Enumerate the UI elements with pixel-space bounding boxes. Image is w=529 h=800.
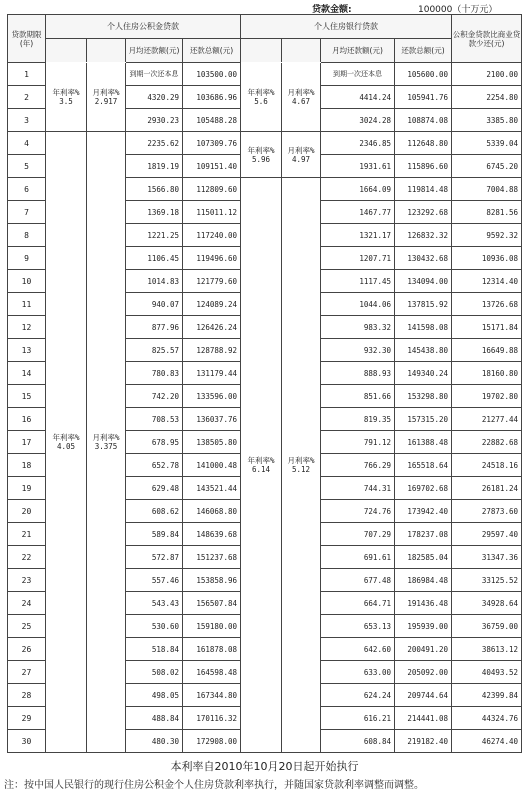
- fund-total-cell: 143521.44: [183, 477, 241, 500]
- bank-monthly-cell: 932.30: [321, 339, 395, 362]
- bank-monthly-cell: 624.24: [321, 684, 395, 707]
- fund-monthly-cell: 480.30: [126, 730, 183, 753]
- header-bank-group: 个人住房银行贷款: [241, 15, 452, 39]
- diff-cell: 27873.60: [452, 500, 522, 523]
- diff-cell: 42399.84: [452, 684, 522, 707]
- bank-annual-rate-label: 年利率%: [247, 456, 275, 465]
- bank-monthly-rate-cell: [282, 63, 321, 132]
- fund-total-cell: 112809.60: [183, 178, 241, 201]
- bank-total-cell: 137815.92: [395, 293, 452, 316]
- term-cell: 4: [8, 132, 46, 155]
- fund-monthly-cell: 780.83: [126, 362, 183, 385]
- term-cell: 29: [8, 707, 46, 730]
- diff-cell: 46274.40: [452, 730, 522, 753]
- bank-monthly-cell: 616.21: [321, 707, 395, 730]
- term-cell: 16: [8, 408, 46, 431]
- bank-monthly-cell: 1467.77: [321, 201, 395, 224]
- effective-date-note: 本利率自2010年10月20日起开始执行: [170, 760, 359, 773]
- bank-total-cell: 219182.40: [395, 730, 452, 753]
- fund-total-cell: 119496.60: [183, 247, 241, 270]
- fund-total-cell: 138505.80: [183, 431, 241, 454]
- fund-total-cell: 131179.44: [183, 362, 241, 385]
- fund-total-cell: 115011.12: [183, 201, 241, 224]
- fund-lump-sum-cell: 到期一次还本息: [126, 63, 183, 86]
- bank-monthly-cell: 744.31: [321, 477, 395, 500]
- term-cell: 27: [8, 661, 46, 684]
- term-cell: 8: [8, 224, 46, 247]
- bank-monthly-cell: 983.32: [321, 316, 395, 339]
- table-row: [8, 132, 522, 155]
- diff-cell: 24518.16: [452, 454, 522, 477]
- fund-monthly-cell: 530.60: [126, 615, 183, 638]
- bank-monthly-cell: 691.61: [321, 546, 395, 569]
- fund-total-cell: 167344.80: [183, 684, 241, 707]
- fund-total-cell: 172908.00: [183, 730, 241, 753]
- diff-cell: 40493.52: [452, 661, 522, 684]
- bank-total-cell: 149340.24: [395, 362, 452, 385]
- bank-total-cell: 182585.04: [395, 546, 452, 569]
- term-cell: 13: [8, 339, 46, 362]
- fund-total-cell: 103500.00: [183, 63, 241, 86]
- bank-monthly-rate-value: 4.97: [291, 154, 311, 164]
- diff-cell: 44324.76: [452, 707, 522, 730]
- diff-cell: 19702.80: [452, 385, 522, 408]
- term-cell: 19: [8, 477, 46, 500]
- fund-monthly-cell: 652.78: [126, 454, 183, 477]
- loan-amount-label: 贷款金额:: [312, 5, 352, 15]
- diff-cell: 26181.24: [452, 477, 522, 500]
- term-cell: 18: [8, 454, 46, 477]
- diff-cell: 9592.32: [452, 224, 522, 247]
- fund-monthly-rate-label: 月利率%: [92, 433, 120, 442]
- bank-monthly-cell: 766.29: [321, 454, 395, 477]
- term-cell: 7: [8, 201, 46, 224]
- diff-cell: 2100.00: [452, 63, 522, 86]
- bank-annual-rate-value: 5.6: [254, 97, 268, 106]
- bank-monthly-cell: 1044.06: [321, 293, 395, 316]
- bank-rate-cell: [241, 178, 282, 753]
- bank-annual-rate-value: 5.96: [251, 154, 271, 164]
- fund-rate-cell: [46, 63, 87, 132]
- bank-monthly-rate-label: 月利率%: [287, 456, 315, 465]
- term-cell: 21: [8, 523, 46, 546]
- fund-annual-rate-label: 年利率%: [52, 433, 80, 442]
- term-cell: 24: [8, 592, 46, 615]
- header-diff: 公积金贷款比商业贷款少还(元): [452, 15, 522, 63]
- bank-monthly-cell: 664.71: [321, 592, 395, 615]
- header-bank-monthly: 月均还款额(元): [321, 39, 395, 63]
- bank-total-cell: 191436.48: [395, 592, 452, 615]
- fund-monthly-cell: 1566.80: [126, 178, 183, 201]
- bank-monthly-cell: 677.48: [321, 569, 395, 592]
- term-cell: 25: [8, 615, 46, 638]
- fund-monthly-cell: 1014.83: [126, 270, 183, 293]
- fund-monthly-cell: 1106.45: [126, 247, 183, 270]
- loan-amount-value: 100000（十万元）: [418, 5, 498, 15]
- fund-monthly-cell: 498.05: [126, 684, 183, 707]
- term-cell: 2: [8, 86, 46, 109]
- header-bank-rate-blank: [241, 39, 282, 63]
- header-fund-monthly: 月均还款额(元): [126, 39, 183, 63]
- bank-total-cell: 214441.08: [395, 707, 452, 730]
- fund-monthly-cell: 572.87: [126, 546, 183, 569]
- table-body: [8, 63, 522, 753]
- fund-rate-cell: [46, 132, 87, 753]
- bank-monthly-cell: 888.93: [321, 362, 395, 385]
- diff-cell: 2254.80: [452, 86, 522, 109]
- bank-total-cell: 209744.64: [395, 684, 452, 707]
- diff-cell: 15171.84: [452, 316, 522, 339]
- bank-monthly-cell: 1207.71: [321, 247, 395, 270]
- fund-total-cell: 161878.08: [183, 638, 241, 661]
- term-cell: 12: [8, 316, 46, 339]
- term-cell: 28: [8, 684, 46, 707]
- bank-monthly-cell: 1931.61: [321, 155, 395, 178]
- bank-monthly-cell: 724.76: [321, 500, 395, 523]
- bank-total-cell: 105600.00: [395, 63, 452, 86]
- bank-lump-sum-cell: 到期一次还本息: [321, 63, 395, 86]
- bank-rate-cell: [241, 63, 282, 132]
- bank-total-cell: 112648.80: [395, 132, 452, 155]
- fund-monthly-cell: 708.53: [126, 408, 183, 431]
- bank-total-cell: 178237.08: [395, 523, 452, 546]
- bank-monthly-cell: 819.35: [321, 408, 395, 431]
- header-fund-total: 还款总额(元): [183, 39, 241, 63]
- bank-total-cell: 134094.00: [395, 270, 452, 293]
- fund-total-cell: 153858.96: [183, 569, 241, 592]
- bank-monthly-cell: 1664.09: [321, 178, 395, 201]
- bank-monthly-cell: 1321.17: [321, 224, 395, 247]
- diff-cell: 3385.80: [452, 109, 522, 132]
- bank-monthly-cell: 707.29: [321, 523, 395, 546]
- diff-cell: 5339.04: [452, 132, 522, 155]
- fund-monthly-cell: 1369.18: [126, 201, 183, 224]
- fund-monthly-cell: 1221.25: [126, 224, 183, 247]
- bank-total-cell: 205092.00: [395, 661, 452, 684]
- fund-monthly-cell: 825.57: [126, 339, 183, 362]
- term-cell: 17: [8, 431, 46, 454]
- bank-monthly-cell: 4414.24: [321, 86, 395, 109]
- diff-cell: 12314.40: [452, 270, 522, 293]
- fund-monthly-rate-value: 2.917: [94, 97, 118, 106]
- fund-annual-rate-value: 3.5: [59, 97, 73, 106]
- bank-monthly-cell: 851.66: [321, 385, 395, 408]
- fund-monthly-cell: 589.84: [126, 523, 183, 546]
- diff-cell: 10936.08: [452, 247, 522, 270]
- fund-annual-rate-value: 4.05: [56, 442, 76, 451]
- header-fund-rate-blank: [87, 39, 126, 63]
- term-cell: 9: [8, 247, 46, 270]
- bank-total-cell: 161388.48: [395, 431, 452, 454]
- bank-monthly-rate-cell: [282, 178, 321, 753]
- fund-monthly-cell: 742.20: [126, 385, 183, 408]
- header-bank-total: 还款总额(元): [395, 39, 452, 63]
- fund-monthly-cell: 543.43: [126, 592, 183, 615]
- fund-monthly-cell: 2235.62: [126, 132, 183, 155]
- fund-annual-rate-label: 年利率%: [52, 88, 80, 97]
- fund-total-cell: 141000.48: [183, 454, 241, 477]
- fund-total-cell: 151237.68: [183, 546, 241, 569]
- bank-rate-cell: [241, 132, 282, 178]
- fund-monthly-cell: 557.46: [126, 569, 183, 592]
- fund-total-cell: 124089.24: [183, 293, 241, 316]
- bank-monthly-cell: 791.12: [321, 431, 395, 454]
- bank-total-cell: 126832.32: [395, 224, 452, 247]
- term-cell: 10: [8, 270, 46, 293]
- fund-monthly-cell: 518.84: [126, 638, 183, 661]
- diff-cell: 38613.12: [452, 638, 522, 661]
- bank-annual-rate-label: 年利率%: [247, 145, 275, 155]
- fund-total-cell: 164598.48: [183, 661, 241, 684]
- bank-monthly-cell: 1117.45: [321, 270, 395, 293]
- fund-total-cell: 121779.60: [183, 270, 241, 293]
- term-cell: 26: [8, 638, 46, 661]
- diff-cell: 36759.00: [452, 615, 522, 638]
- fund-total-cell: 109151.40: [183, 155, 241, 178]
- diff-cell: 13726.68: [452, 293, 522, 316]
- term-cell: 5: [8, 155, 46, 178]
- diff-cell: 8281.56: [452, 201, 522, 224]
- bank-total-cell: 141598.08: [395, 316, 452, 339]
- bank-total-cell: 108874.08: [395, 109, 452, 132]
- footnote: 注：按中国人民银行的现行住房公积金个人住房贷款利率执行，并随国家贷款利率调整而调整。: [4, 780, 424, 791]
- fund-monthly-cell: 678.95: [126, 431, 183, 454]
- fund-monthly-cell: 488.84: [126, 707, 183, 730]
- bank-monthly-cell: 3024.28: [321, 109, 395, 132]
- bank-total-cell: 153298.80: [395, 385, 452, 408]
- fund-total-cell: 136037.76: [183, 408, 241, 431]
- diff-cell: 6745.20: [452, 155, 522, 178]
- diff-cell: 31347.36: [452, 546, 522, 569]
- bank-total-cell: 123292.68: [395, 201, 452, 224]
- bank-monthly-rate-value: 4.67: [291, 97, 311, 106]
- fund-monthly-cell: 2930.23: [126, 109, 183, 132]
- bank-monthly-rate-value: 5.12: [291, 465, 311, 474]
- bank-annual-rate-value: 6.14: [251, 465, 271, 474]
- bank-total-cell: 145438.80: [395, 339, 452, 362]
- fund-total-cell: 126426.24: [183, 316, 241, 339]
- fund-total-cell: 159180.00: [183, 615, 241, 638]
- term-cell: 1: [8, 63, 46, 86]
- bank-total-cell: 200491.20: [395, 638, 452, 661]
- loan-amount-bar: [0, 0, 529, 14]
- fund-monthly-cell: 4320.29: [126, 86, 183, 109]
- bank-total-cell: 105941.76: [395, 86, 452, 109]
- bank-total-cell: 157315.20: [395, 408, 452, 431]
- bank-total-cell: 130432.68: [395, 247, 452, 270]
- loan-comparison-table: [7, 14, 522, 753]
- diff-cell: 18160.80: [452, 362, 522, 385]
- diff-cell: 22882.68: [452, 431, 522, 454]
- fund-total-cell: 103686.96: [183, 86, 241, 109]
- bank-total-cell: 173942.40: [395, 500, 452, 523]
- bank-total-cell: 115896.60: [395, 155, 452, 178]
- bank-total-cell: 119814.48: [395, 178, 452, 201]
- bank-total-cell: 195939.00: [395, 615, 452, 638]
- bank-monthly-cell: 608.84: [321, 730, 395, 753]
- term-cell: 23: [8, 569, 46, 592]
- fund-monthly-cell: 629.48: [126, 477, 183, 500]
- bank-monthly-cell: 642.60: [321, 638, 395, 661]
- fund-total-cell: 128788.92: [183, 339, 241, 362]
- header-fund-rate-blank: [46, 39, 87, 63]
- fund-total-cell: 107309.76: [183, 132, 241, 155]
- fund-monthly-cell: 508.02: [126, 661, 183, 684]
- fund-total-cell: 146068.80: [183, 500, 241, 523]
- bank-monthly-rate-label: 月利率%: [287, 145, 315, 155]
- term-cell: 15: [8, 385, 46, 408]
- fund-total-cell: 170116.32: [183, 707, 241, 730]
- fund-monthly-rate-cell: [87, 132, 126, 753]
- bank-monthly-rate-label: 月利率%: [287, 88, 315, 97]
- term-cell: 22: [8, 546, 46, 569]
- bank-monthly-cell: 653.13: [321, 615, 395, 638]
- fund-total-cell: 133596.00: [183, 385, 241, 408]
- bank-total-cell: 165518.64: [395, 454, 452, 477]
- fund-monthly-rate-value: 3.375: [94, 442, 118, 451]
- bank-monthly-rate-cell: [282, 132, 321, 178]
- fund-monthly-cell: 940.07: [126, 293, 183, 316]
- term-cell: 20: [8, 500, 46, 523]
- bank-annual-rate-label: 年利率%: [247, 88, 275, 97]
- header-term: 贷款期限(年): [8, 15, 46, 63]
- term-cell: 11: [8, 293, 46, 316]
- diff-cell: 33125.52: [452, 569, 522, 592]
- fund-monthly-cell: 1819.19: [126, 155, 183, 178]
- fund-monthly-cell: 877.96: [126, 316, 183, 339]
- bank-total-cell: 186984.48: [395, 569, 452, 592]
- term-cell: 6: [8, 178, 46, 201]
- diff-cell: 16649.88: [452, 339, 522, 362]
- table-row: [8, 63, 522, 86]
- fund-monthly-rate-label: 月利率%: [92, 88, 120, 97]
- bank-monthly-cell: 633.00: [321, 661, 395, 684]
- diff-cell: 29597.40: [452, 523, 522, 546]
- header-bank-rate-blank: [282, 39, 321, 63]
- diff-cell: 7004.88: [452, 178, 522, 201]
- term-cell: 30: [8, 730, 46, 753]
- bank-total-cell: 169702.68: [395, 477, 452, 500]
- fund-total-cell: 156507.84: [183, 592, 241, 615]
- header-fund-group: 个人住房公积金贷款: [46, 15, 241, 39]
- diff-cell: 21277.44: [452, 408, 522, 431]
- fund-monthly-rate-cell: [87, 63, 126, 132]
- term-cell: 14: [8, 362, 46, 385]
- diff-cell: 34928.64: [452, 592, 522, 615]
- term-cell: 3: [8, 109, 46, 132]
- fund-total-cell: 148639.68: [183, 523, 241, 546]
- fund-total-cell: 117240.00: [183, 224, 241, 247]
- bank-monthly-cell: 2346.85: [321, 132, 395, 155]
- fund-total-cell: 105488.28: [183, 109, 241, 132]
- fund-monthly-cell: 608.62: [126, 500, 183, 523]
